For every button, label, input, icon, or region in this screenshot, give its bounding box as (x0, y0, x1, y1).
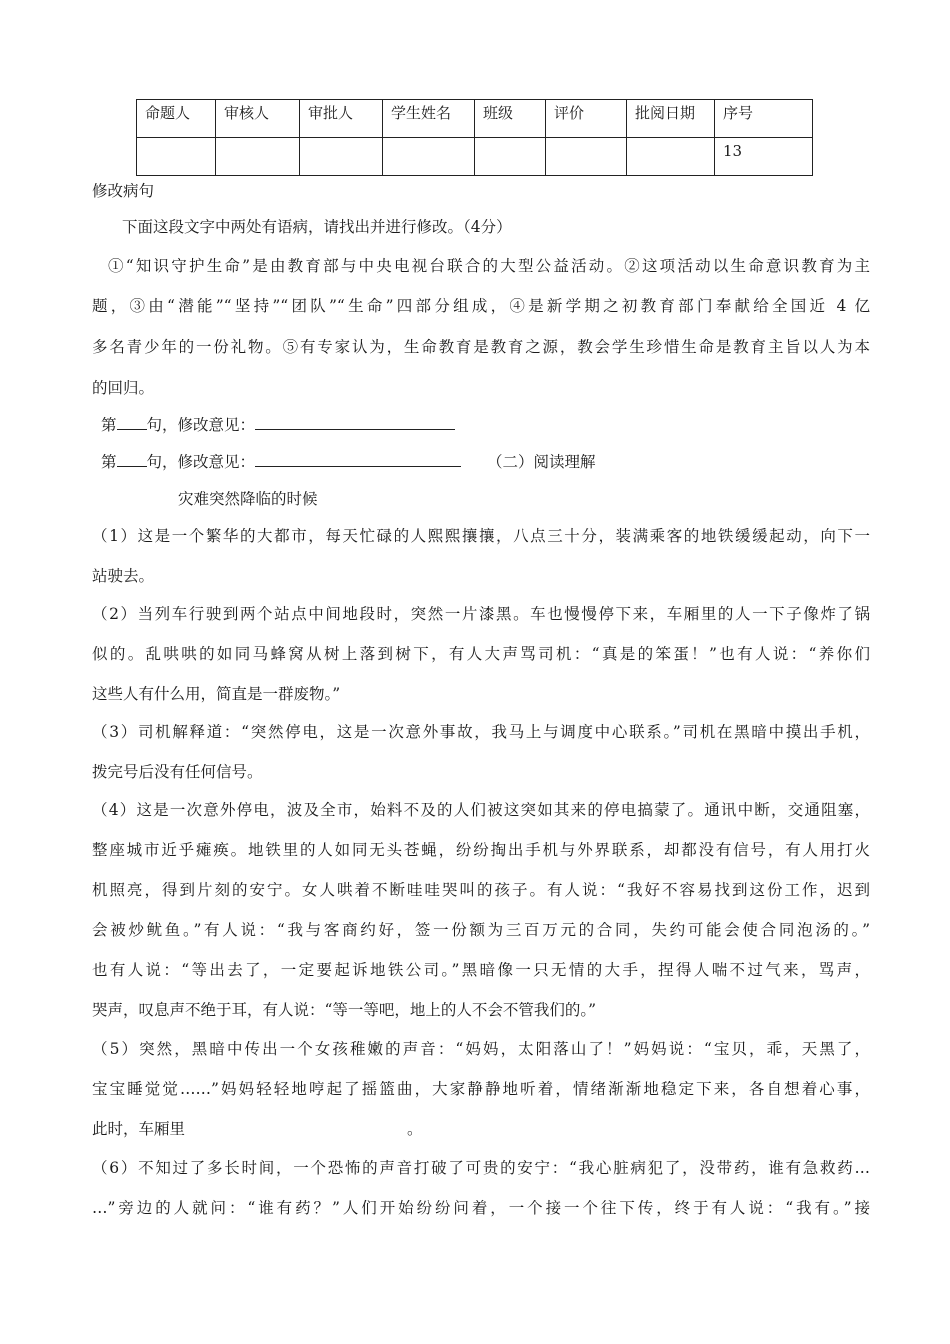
story-title: 灾难突然降临的时候 (178, 490, 318, 508)
table-header-cell: 学生姓名 (383, 100, 475, 138)
story-line: 站驶去。 (92, 567, 155, 585)
story-line: 会被炒鱿鱼。”有人说：“我与客商约好，签一份额为三百万元的合同，失约可能会使合同泡汤的。” (92, 921, 870, 939)
blank-end-punct: 。 (407, 1120, 423, 1138)
answer-prefix: 第 (101, 453, 117, 471)
table-header-cell: 审批人 (300, 100, 383, 138)
story-line: （1）这是一个繁华的大都市，每天忙碌的人熙熙攘攘，八点三十分，装满乘客的地铁缓缓起动，向下一 (92, 527, 870, 545)
story-line: （6）不知过了多长时间，一个恐怖的声音打破了可贵的安宁：“我心脏病犯了，没带药，谁有急救药… (92, 1159, 870, 1177)
table-value-cell (475, 138, 546, 176)
story-line: 似的。乱哄哄的如同马蜂窝从树上落到树下，有人大声骂司机：“真是的笨蛋！”也有人说：“养你们 (92, 645, 870, 663)
table-value-row (137, 138, 813, 176)
answer-mid: 句，修改意见： (146, 416, 256, 434)
table-value-cell (300, 138, 383, 176)
table-header-cell: 批阅日期 (627, 100, 715, 138)
story-line: 宝宝睡觉觉……”妈妈轻轻地哼起了摇篮曲，大家静静地听着，情绪渐渐地稳定下来，各自想着心事， (92, 1080, 870, 1098)
sentence-number-blank[interactable] (117, 452, 147, 467)
passage-line: ①“知识守护生命”是由教育部与中央电视台联合的大型公益活动。②这项活动以生命意识教育为主 (108, 257, 870, 275)
story-line: （4）这是一次意外停电，波及全市，始料不及的人们被这突如其来的停电搞蒙了。通讯中断，交通阻塞， (92, 801, 870, 819)
story-line: 拨完号后没有任何信号。 (92, 763, 263, 781)
passage-line: 的回归。 (92, 379, 155, 397)
story-line: 此时，车厢里 (92, 1120, 186, 1138)
passage-line: 多名青少年的一份礼物。⑤有专家认为，生命教育是教育之源，教会学生珍惜生命是教育主旨以人为本 (92, 338, 870, 356)
sentence-number-blank[interactable] (117, 415, 147, 430)
section-2-title: （二）阅读理解 (487, 453, 596, 471)
table-header-cell: 序号 (715, 100, 813, 138)
story-line: （5）突然，黑暗中传出一个女孩稚嫩的声音：“妈妈，太阳落山了！”妈妈说：“宝贝，乖，天黑了， (92, 1040, 870, 1058)
table-header-cell: 班级 (475, 100, 546, 138)
table-value-cell (137, 138, 216, 176)
story-line: 也有人说：“等出去了，一定要起诉地铁公司。”黑暗像一只无情的大手，捏得人喘不过气来，骂声， (92, 961, 870, 979)
story-line: 整座城市近乎瘫痪。地铁里的人如同无头苍蝇，纷纷掏出手机与外界联系，却都没有信号，有人用打火 (92, 841, 870, 859)
story-line: （3）司机解释道：“突然停电，这是一次意外事故，我马上与调度中心联系。”司机在黑暗中摸出手机， (92, 723, 870, 741)
story-line-with-blank (92, 1117, 870, 1139)
revision-blank[interactable] (255, 415, 455, 430)
table-value-cell: 13 (715, 138, 813, 176)
table-value-cell (216, 138, 300, 176)
passage-line: 题，③由“潜能”“坚持”“团队”“生命”四部分组成，④是新学期之初教育部门奉献给全国近 4 亿 (92, 297, 870, 315)
table-header-cell: 命题人 (137, 100, 216, 138)
story-line: （2）当列车行驶到两个站点中间地段时，突然一片漆黑。车也慢慢停下来，车厢里的人一下子像炸了锅 (92, 605, 870, 623)
table-value-cell (546, 138, 627, 176)
story-line: …”旁边的人就问：“谁有药？”人们开始纷纷问着，一个接一个往下传，终于有人说：“我有。”接 (92, 1199, 870, 1217)
info-table (136, 99, 813, 176)
table-header-cell: 评价 (546, 100, 627, 138)
table-value-cell (383, 138, 475, 176)
story-line: 机照亮，得到片刻的安宁。女人哄着不断哇哇哭叫的孩子。有人说：“我好不容易找到这份工作，迟到 (92, 881, 870, 899)
revision-blank[interactable] (255, 452, 461, 467)
section-title: 修改病句 (92, 182, 155, 200)
answer-line-1 (101, 413, 870, 435)
question-instruction: 下面这段文字中两处有语病，请找出并进行修改。（4分） (122, 218, 512, 236)
table-value-cell (627, 138, 715, 176)
table-header-row (137, 100, 813, 138)
answer-mid: 句，修改意见： (146, 453, 256, 471)
table-header-cell: 审核人 (216, 100, 300, 138)
story-line: 这些人有什么用，简直是一群废物。” (92, 685, 341, 703)
story-line: 哭声，叹息声不绝于耳，有人说：“等一等吧，地上的人不会不管我们的。” (92, 1001, 597, 1019)
answer-line-2 (101, 450, 870, 472)
answer-prefix: 第 (101, 416, 117, 434)
